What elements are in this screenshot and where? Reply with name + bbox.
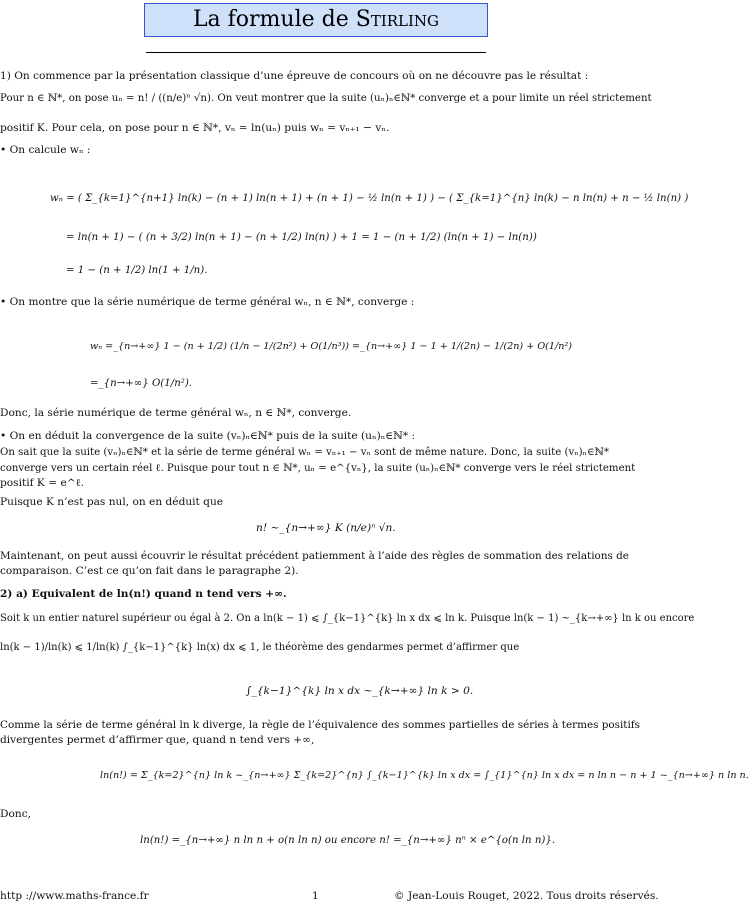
equation-integral-equivalent: ∫_{k−1}^{k} ln x dx ~_{k→+∞} ln k > 0. bbox=[246, 685, 474, 697]
equation-w-line1: wₙ = ( Σ_{k=1}^{n+1} ln(k) − (n + 1) ln(n + 1) + (n + 1) − ½ ln(n + 1) ) − ( Σ_{k=1}^{n} ln(k) − n ln(n) + n − ½ ln(n) ) bbox=[50, 193, 689, 204]
footer-copyright: © Jean-Louis Rouget, 2022. Tous droits réservés. bbox=[394, 890, 659, 902]
title-text: La formule de bbox=[192, 7, 356, 32]
paragraph-discover-2: comparaison. C’est ce qu’on fait dans le paragraphe 2). bbox=[0, 565, 299, 577]
footer-url: http ://www.maths-france.fr bbox=[0, 890, 149, 902]
section2a-heading: 2) a) Equivalent de ln(n!) quand n tend vers +∞. bbox=[0, 588, 287, 600]
k-nonzero-text: Puisque K n’est pas nul, on en déduit que bbox=[0, 496, 224, 508]
equation-w-line3: = 1 − (n + 1/2) ln(1 + 1/n). bbox=[66, 265, 208, 276]
equation-w-line2: = ln(n + 1) − ( (n + 3/2) ln(n + 1) − (n + 1/2) ln(n) ) + 1 = 1 − (n + 1/2) (ln(n + 1) − ln(n)) bbox=[66, 232, 537, 243]
bullet-series-converge: • On montre que la série numérique de terme général wₙ, n ∈ ℕ*, converge : bbox=[0, 296, 415, 308]
definition-line-2: positif K. Pour cela, on pose pour n ∈ ℕ*, vₙ = ln(uₙ) puis wₙ = vₙ₊₁ − vₙ. bbox=[0, 122, 390, 134]
partial-sums-text-2: divergentes permet d’affirmer que, quand n tend vers +∞, bbox=[0, 734, 315, 746]
integral-bounds-text: Soit k un entier naturel supérieur ou égal à 2. On a ln(k − 1) ⩽ ∫_{k−1}^{k} ln x dx ⩽ ln k. Puisque ln(k − 1) ~_{k→+∞} ln k ou encore bbox=[0, 613, 695, 624]
equation-asymptotic-line2: =_{n→+∞} O(1/n²). bbox=[90, 378, 193, 389]
equation-asymptotic-line1: wₙ =_{n→+∞} 1 − (n + 1/2) (1/n − 1/(2n²) + O(1/n³)) =_{n→+∞} 1 − 1 + 1/(2n) − 1/(2n) + O(1/n²) bbox=[90, 341, 573, 352]
equation-stirling-K: n! ~_{n→+∞} K (n/e)ⁿ √n. bbox=[256, 522, 396, 534]
nature-text: On sait que la suite (vₙ)ₙ∈ℕ* et la série de terme général wₙ = vₙ₊₁ − vₙ sont de même nature. Donc, la suite (vₙ)ₙ∈ℕ* bbox=[0, 447, 609, 458]
series-converges-text: Donc, la série numérique de terme général wₙ, n ∈ ℕ*, converge. bbox=[0, 407, 352, 419]
title-box bbox=[144, 3, 488, 37]
equation-ln-factorial: ln(n!) = Σ_{k=2}^{n} ln k ~_{n→+∞} Σ_{k=2}^{n} ∫_{k−1}^{k} ln x dx = ∫_{1}^{n} ln x dx = n ln n − n + 1 ~_{n→+∞} n ln n. bbox=[100, 770, 749, 781]
equation-final: ln(n!) =_{n→+∞} n ln n + o(n ln n) ou encore n! =_{n→+∞} nⁿ × e^{o(n ln n)}. bbox=[140, 835, 556, 846]
definition-line: Pour n ∈ ℕ*, on pose uₙ = n! / ((n/e)ⁿ √n). On veut montrer que la suite (uₙ)ₙ∈ℕ* converge et a pour limite un réel strictement bbox=[0, 93, 652, 104]
section1-heading: 1) On commence par la présentation classique d’une épreuve de concours où on ne découvre pas le résultat : bbox=[0, 70, 589, 82]
ratio-bounds-text: ln(k − 1)/ln(k) ⩽ 1/ln(k) ∫_{k−1}^{k} ln(x) dx ⩽ 1, le théorème des gendarmes permet d’affirmer que bbox=[0, 642, 520, 653]
footer-page-number: 1 bbox=[312, 890, 319, 902]
bullet-compute-w: • On calcule wₙ : bbox=[0, 144, 91, 156]
title-rule bbox=[146, 52, 486, 53]
limit-text: converge vers un certain réel ℓ. Puisque pour tout n ∈ ℕ*, uₙ = e^{vₙ}, la suite (uₙ)ₙ∈ℕ* converge vers le réel strictement bbox=[0, 463, 636, 474]
title-name: Stirling bbox=[355, 7, 440, 32]
limit-text-2: positif K = e^ℓ. bbox=[0, 477, 85, 489]
donc-text: Donc, bbox=[0, 808, 31, 820]
partial-sums-text: Comme la série de terme général ln k diverge, la règle de l’équivalence des sommes partielles de séries à termes positifs bbox=[0, 719, 640, 731]
bullet-deduce-convergence: • On en déduit la convergence de la suite (vₙ)ₙ∈ℕ* puis de la suite (uₙ)ₙ∈ℕ* : bbox=[0, 430, 416, 442]
paragraph-discover: Maintenant, on peut aussi écouvrir le résultat précédent patiemment à l’aide des règles de sommation des relations de bbox=[0, 550, 629, 562]
